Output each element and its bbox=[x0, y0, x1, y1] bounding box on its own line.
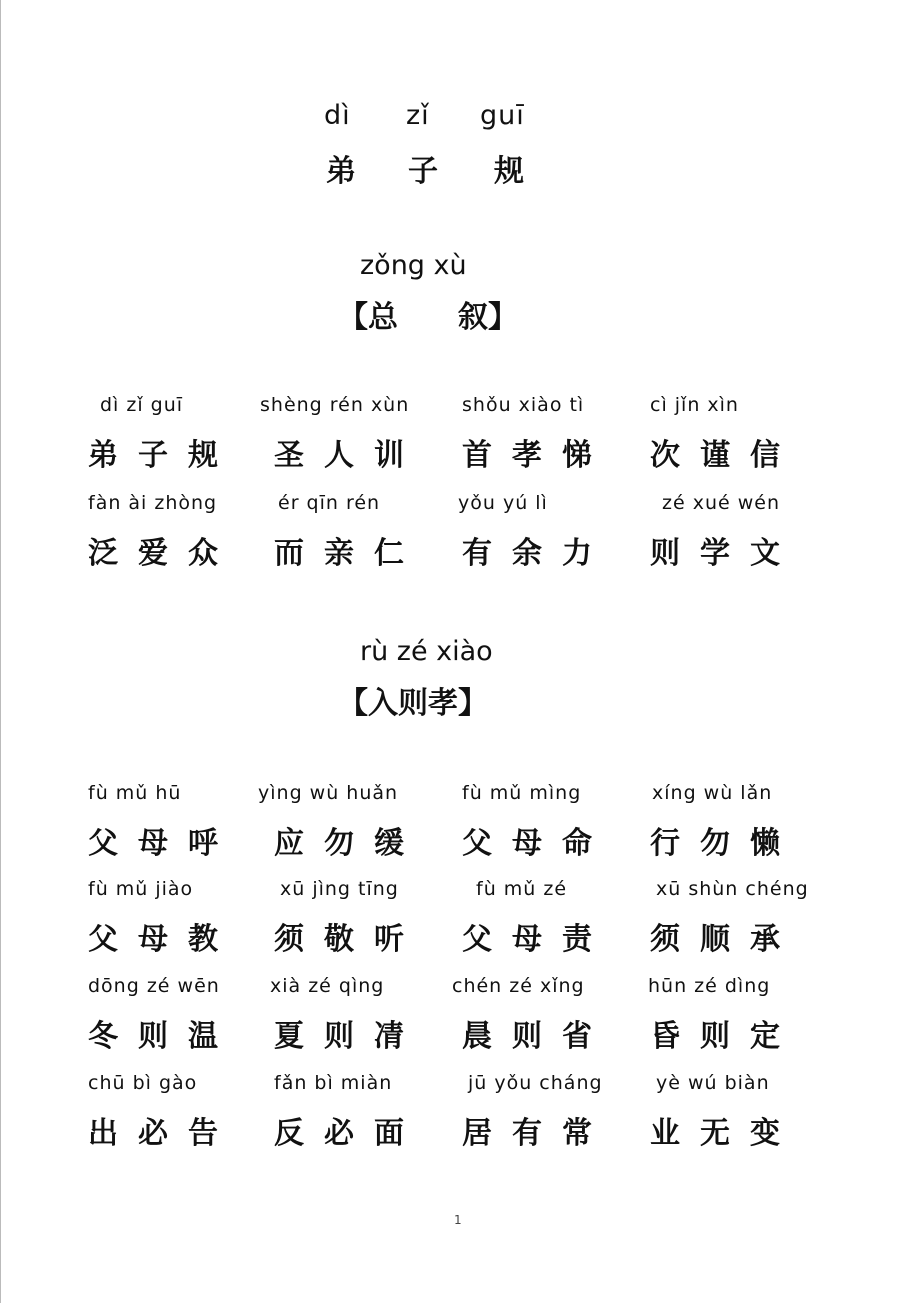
section-1-pinyin: zǒng xù bbox=[360, 250, 467, 281]
verse-hanzi: 圣人训 bbox=[274, 438, 424, 473]
verse-hanzi-row bbox=[0, 914, 921, 958]
verse-hanzi-row bbox=[0, 1108, 921, 1152]
verse-hanzi: 行勿懒 bbox=[650, 826, 800, 861]
verse-pinyin: shèng rén xùn bbox=[260, 394, 410, 416]
verse-hanzi: 反必面 bbox=[274, 1116, 424, 1151]
verse-pinyin: fǎn bì miàn bbox=[274, 1072, 393, 1094]
verse-pinyin: chén zé xǐng bbox=[452, 975, 585, 997]
verse-pinyin-row bbox=[0, 878, 921, 908]
verse-pinyin: xíng wù lǎn bbox=[652, 782, 773, 804]
verse-pinyin-row bbox=[0, 492, 921, 522]
verse-hanzi: 须敬听 bbox=[274, 922, 424, 957]
verse-hanzi: 则学文 bbox=[650, 536, 800, 571]
verse-pinyin: fù mǔ mìng bbox=[462, 782, 582, 804]
verse-hanzi: 首孝悌 bbox=[462, 438, 612, 473]
verse-hanzi: 而亲仁 bbox=[274, 536, 424, 571]
verse-hanzi: 弟子规 bbox=[88, 438, 238, 473]
title-pinyin-2: zǐ bbox=[406, 100, 430, 131]
title-hanzi-1: 弟 bbox=[326, 154, 356, 189]
title-hanzi-2: 子 bbox=[408, 154, 438, 189]
verse-hanzi-row bbox=[0, 1011, 921, 1055]
verse-pinyin: xià zé qìng bbox=[270, 975, 385, 997]
verse-hanzi: 泛爱众 bbox=[88, 536, 238, 571]
verse-pinyin: yǒu yú lì bbox=[458, 492, 548, 514]
section-2-heading: 【入则孝】 bbox=[338, 686, 488, 721]
verse-hanzi: 业无变 bbox=[650, 1116, 800, 1151]
verse-hanzi: 有余力 bbox=[462, 536, 612, 571]
verse-pinyin: fù mǔ hū bbox=[88, 782, 182, 804]
verse-hanzi: 次谨信 bbox=[650, 438, 800, 473]
verse-hanzi: 夏则凊 bbox=[274, 1019, 424, 1054]
verse-pinyin-row bbox=[0, 1072, 921, 1102]
verse-hanzi: 昏则定 bbox=[650, 1019, 800, 1054]
verse-hanzi: 居有常 bbox=[462, 1116, 612, 1151]
verse-pinyin: fù mǔ zé bbox=[476, 878, 568, 900]
verse-pinyin: zé xué wén bbox=[662, 492, 780, 514]
verse-pinyin: hūn zé dìng bbox=[648, 975, 771, 997]
verse-pinyin: dōng zé wēn bbox=[88, 975, 220, 997]
verse-hanzi: 冬则温 bbox=[88, 1019, 238, 1054]
verse-pinyin: cì jǐn xìn bbox=[650, 394, 739, 416]
verse-hanzi-row bbox=[0, 528, 921, 572]
verse-pinyin: fàn ài zhòng bbox=[88, 492, 218, 514]
title-pinyin-1: dì bbox=[324, 100, 351, 131]
verse-hanzi: 须顺承 bbox=[650, 922, 800, 957]
section-1-heading: 【总 叙】 bbox=[338, 300, 518, 335]
verse-pinyin: jū yǒu cháng bbox=[468, 1072, 603, 1094]
page-number: 1 bbox=[454, 1213, 462, 1227]
title-hanzi-3: 规 bbox=[494, 154, 524, 189]
verse-pinyin: xū jìng tīng bbox=[280, 878, 399, 900]
verse-hanzi: 晨则省 bbox=[462, 1019, 612, 1054]
verse-hanzi: 父母呼 bbox=[88, 826, 238, 861]
verse-pinyin: yìng wù huǎn bbox=[258, 782, 399, 804]
verse-pinyin-row bbox=[0, 394, 921, 424]
verse-pinyin-row bbox=[0, 782, 921, 812]
verse-hanzi: 父母责 bbox=[462, 922, 612, 957]
verse-pinyin: fù mǔ jiào bbox=[88, 878, 194, 900]
verse-hanzi-row bbox=[0, 430, 921, 474]
verse-hanzi-row bbox=[0, 818, 921, 862]
verse-pinyin: yè wú biàn bbox=[656, 1072, 770, 1094]
section-2-pinyin: rù zé xiào bbox=[360, 636, 493, 667]
verse-hanzi: 父母命 bbox=[462, 826, 612, 861]
verse-pinyin: shǒu xiào tì bbox=[462, 394, 585, 416]
verse-hanzi: 父母教 bbox=[88, 922, 238, 957]
verse-pinyin: xū shùn chéng bbox=[656, 878, 809, 900]
verse-pinyin-row bbox=[0, 975, 921, 1005]
verse-hanzi: 出必告 bbox=[88, 1116, 238, 1151]
verse-pinyin: dì zǐ guī bbox=[100, 394, 184, 416]
verse-pinyin: chū bì gào bbox=[88, 1072, 198, 1094]
title-pinyin-3: guī bbox=[480, 100, 525, 131]
verse-hanzi: 应勿缓 bbox=[274, 826, 424, 861]
verse-pinyin: ér qīn rén bbox=[278, 492, 381, 514]
